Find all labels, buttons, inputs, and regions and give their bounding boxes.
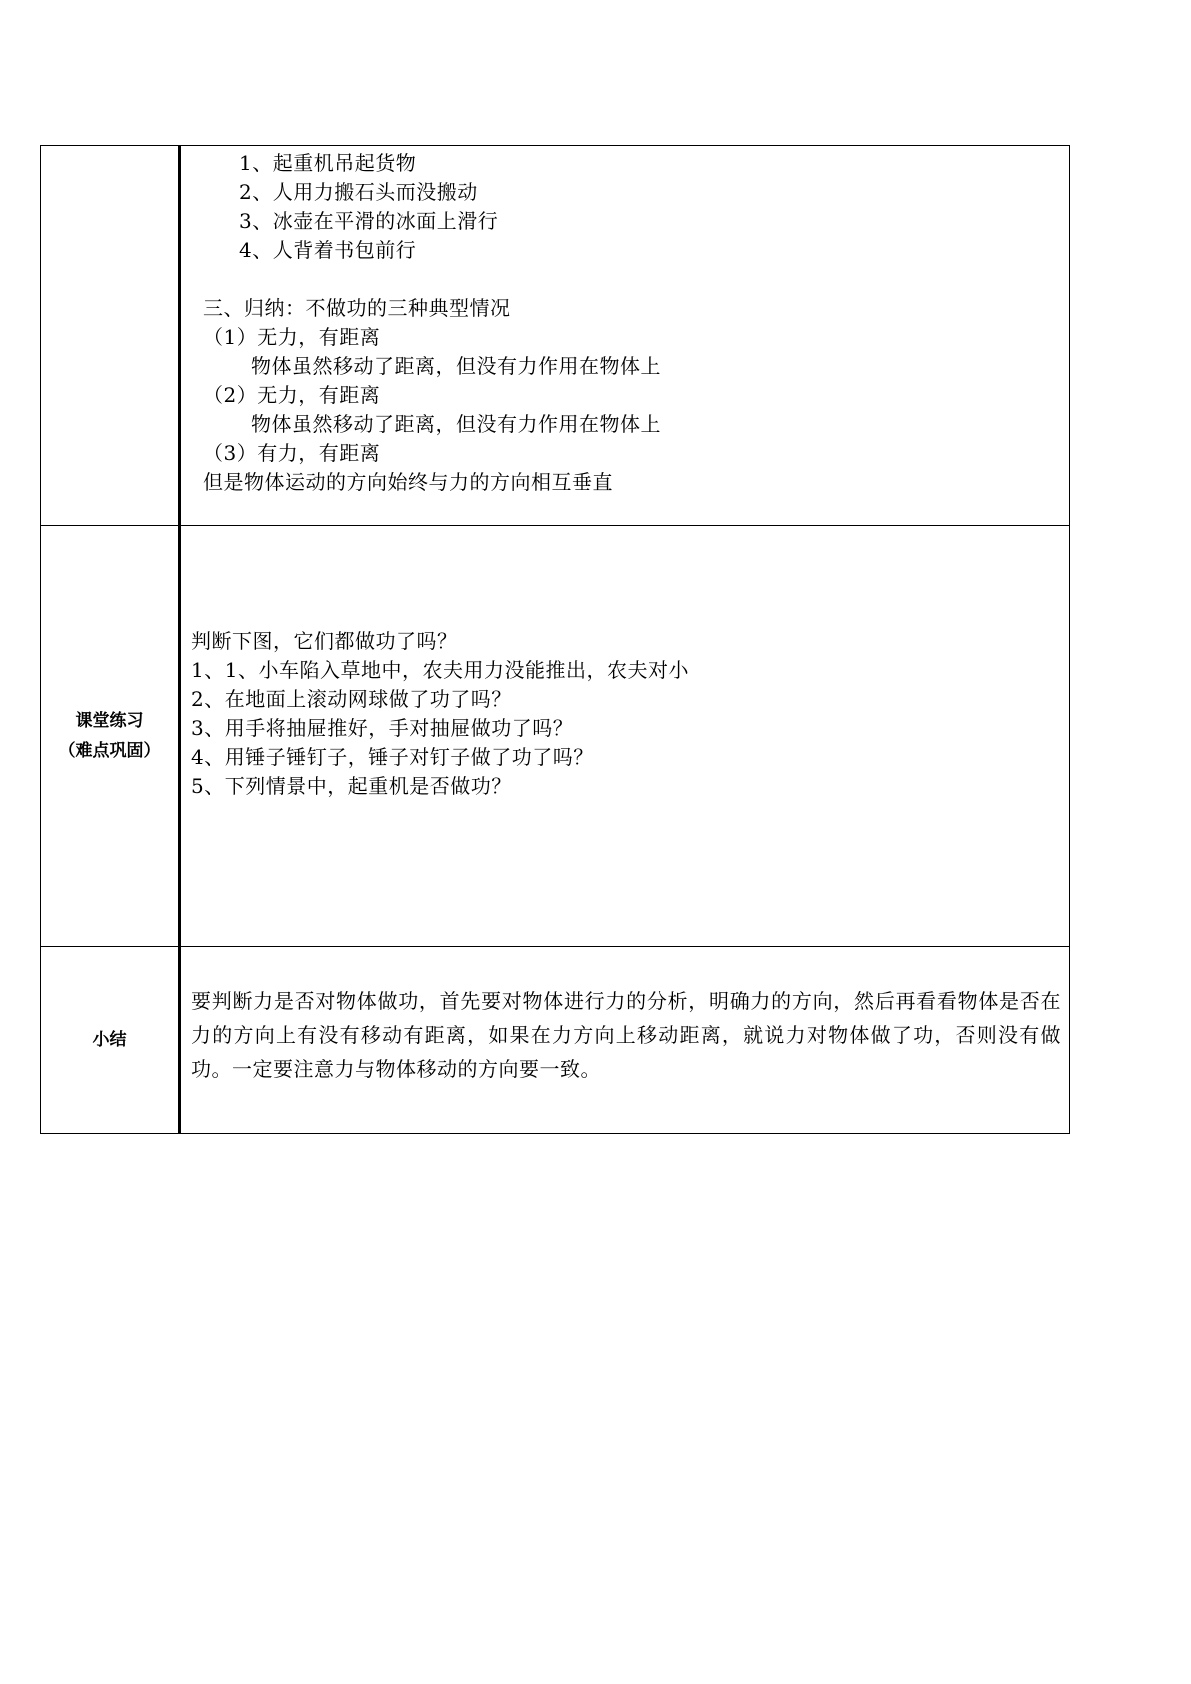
case-detail: 物体虽然移动了距离，但没有力作用在物体上 [251, 354, 661, 378]
blank-line [181, 265, 1069, 294]
practice-row [41, 526, 1070, 947]
summary-row-content [180, 947, 1070, 1134]
summary-row-label: 小结 [41, 947, 180, 1134]
case-title: （1）无力，有距离 [203, 325, 381, 349]
practice-row-content [180, 526, 1070, 947]
summary-heading: 三、归纳：不做功的三种典型情况 [203, 296, 511, 320]
summary-row [41, 947, 1070, 1134]
practice-row-label [41, 526, 180, 947]
case-detail: 物体虽然移动了距离，但没有力作用在物体上 [251, 412, 661, 436]
practice-item: 5、下列情景中，起重机是否做功？ [191, 774, 512, 798]
practice-label-line-1: 课堂练习 [75, 711, 144, 731]
practice-prompt: 判断下图，它们都做功了吗？ [191, 629, 458, 653]
lesson-plan-table [40, 145, 1070, 1134]
analysis-row-label [41, 146, 180, 526]
analysis-row-content [180, 146, 1070, 526]
example-item: 3、冰壶在平滑的冰面上滑行 [239, 209, 499, 233]
practice-label-line-2: （难点巩固） [58, 741, 161, 761]
practice-item: 2、在地面上滚动网球做了功了吗？ [191, 687, 512, 711]
summary-text: 要判断力是否对物体做功，首先要对物体进行力的分析，明确力的方向，然后再看看物体是否在力的方向上有没有移动有距离，如果在力方向上移动距离，就说力对物体做了功，否则没有做功。一定要注意力与物体移动的方向要一致。 [191, 989, 1061, 1081]
case-title: （3）有力，有距离 [203, 441, 381, 465]
case-title: （2）无力，有距离 [203, 383, 381, 407]
practice-block [191, 627, 1069, 801]
example-item: 2、人用力搬石头而没搬动 [239, 180, 478, 204]
analysis-row [41, 146, 1070, 526]
practice-item: 3、用手将抽屉推好，手对抽屉做功了吗？ [191, 716, 574, 740]
example-item: 1、起重机吊起货物 [239, 151, 417, 175]
practice-item: 4、用锤子锤钉子，锤子对钉子做了功了吗？ [191, 745, 594, 769]
case-conclusion: 但是物体运动的方向始终与力的方向相互垂直 [203, 470, 613, 494]
practice-item: 1、1、小车陷入草地中，农夫用力没能推出，农夫对小 [191, 658, 689, 682]
example-item: 4、人背着书包前行 [239, 238, 417, 262]
